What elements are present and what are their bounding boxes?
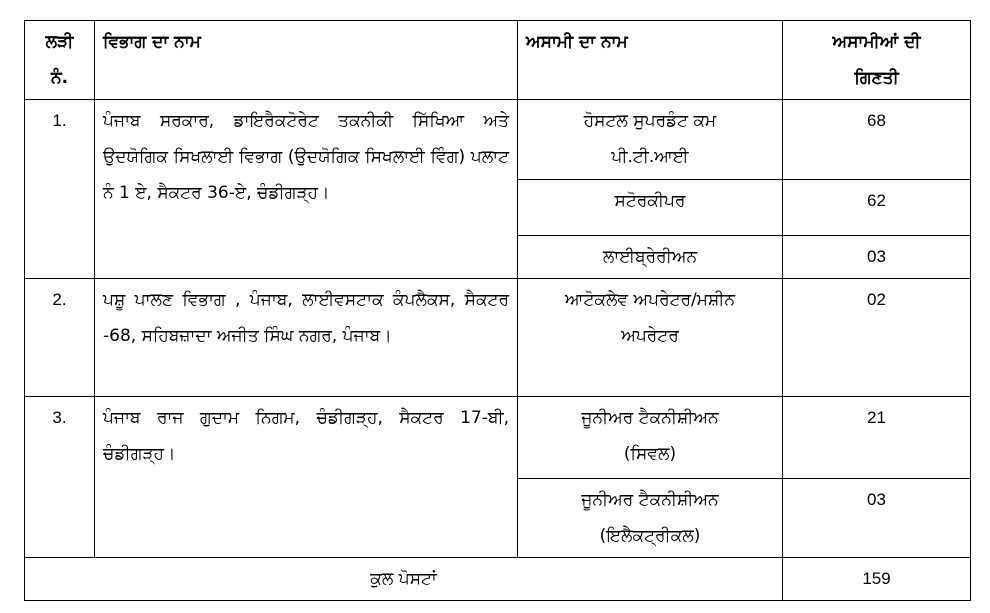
- total-count: 159: [783, 558, 971, 601]
- department-name: ਪੰਜਾਬ ਸਰਕਾਰ, ਡਾਇਰੈਕਟੋਰੇਟ ਤਕਨੀਕੀ ਸਿੱਖਿਆ ਅਤੇ ਉਦਯੋਗਿਕ ਸਿਖਲਾਈ ਵਿਭਾਗ (ਉਦਯੋਗਿਕ ਸਿਖਲਾਈ ਵਿੰਗ) ਪਲਾਟ ਨੰ 1 ਏ, ਸੈਕਟਰ 36-ਏ, ਚੰਡੀਗੜ੍ਹ।: [95, 100, 518, 279]
- department-name: ਪੰਜਾਬ ਰਾਜ ਗੁਦਾਮ ਨਿਗਮ, ਚੰਡੀਗੜ੍ਹ, ਸੈਕਟਰ 17-ਬੀ, ਚੰਡੀਗੜ੍ਹ।: [95, 397, 518, 558]
- serial-number: 3.: [25, 397, 95, 558]
- vacancy-table: [24, 20, 971, 601]
- post-name: ਜੂਨੀਅਰ ਟੈਕਨੀਸ਼ੀਅਨ (ਸਿਵਲ): [518, 397, 783, 479]
- header-serial: ਲੜੀ ਨੰ.: [25, 21, 95, 100]
- post-name: ਸਟੋਰਕੀਪਰ: [518, 180, 783, 236]
- post-count: 68: [783, 100, 971, 180]
- table-row: [25, 100, 971, 180]
- table-header-row: [25, 21, 971, 100]
- post-name: ਲਾਈਬ੍ਰੇਰੀਅਨ: [518, 236, 783, 279]
- post-count: 03: [783, 236, 971, 279]
- table-row: [25, 397, 971, 479]
- post-count: 03: [783, 479, 971, 558]
- post-count: 21: [783, 397, 971, 479]
- serial-number: 2.: [25, 279, 95, 397]
- post-count: 02: [783, 279, 971, 397]
- department-name: ਪਸ਼ੂ ਪਾਲਣ ਵਿਭਾਗ , ਪੰਜਾਬ, ਲਾਈਵਸਟਾਕ ਕੰਪਲੈਕਸ, ਸੈਕਟਰ -68, ਸਹਿਬਜ਼ਾਦਾ ਅਜੀਤ ਸਿੰਘ ਨਗਰ, ਪੰਜਾਬ।: [95, 279, 518, 397]
- post-name: ਜੂਨੀਅਰ ਟੈਕਨੀਸ਼ੀਅਨ (ਇਲੈਕਟ੍ਰੀਕਲ): [518, 479, 783, 558]
- post-name: ਆਟੋਕਲੇਵ ਅਪਰੇਟਰ/ਮਸ਼ੀਨ ਅਪਰੇਟਰ: [518, 279, 783, 397]
- header-department: ਵਿਭਾਗ ਦਾ ਨਾਮ: [95, 21, 518, 100]
- header-post: ਅਸਾਮੀ ਦਾ ਨਾਮ: [518, 21, 783, 100]
- serial-number: 1.: [25, 100, 95, 279]
- post-name: ਹੋਸਟਲ ਸੁਪਰਡੰਟ ਕਮ ਪੀ.ਟੀ.ਆਈ: [518, 100, 783, 180]
- post-count: 62: [783, 180, 971, 236]
- header-count: ਅਸਾਮੀਆਂ ਦੀ ਗਿਣਤੀ: [783, 21, 971, 100]
- table-row: [25, 279, 971, 397]
- total-label: ਕੁਲ ਪੋਸਟਾਂ: [25, 558, 783, 601]
- total-row: [25, 558, 971, 601]
